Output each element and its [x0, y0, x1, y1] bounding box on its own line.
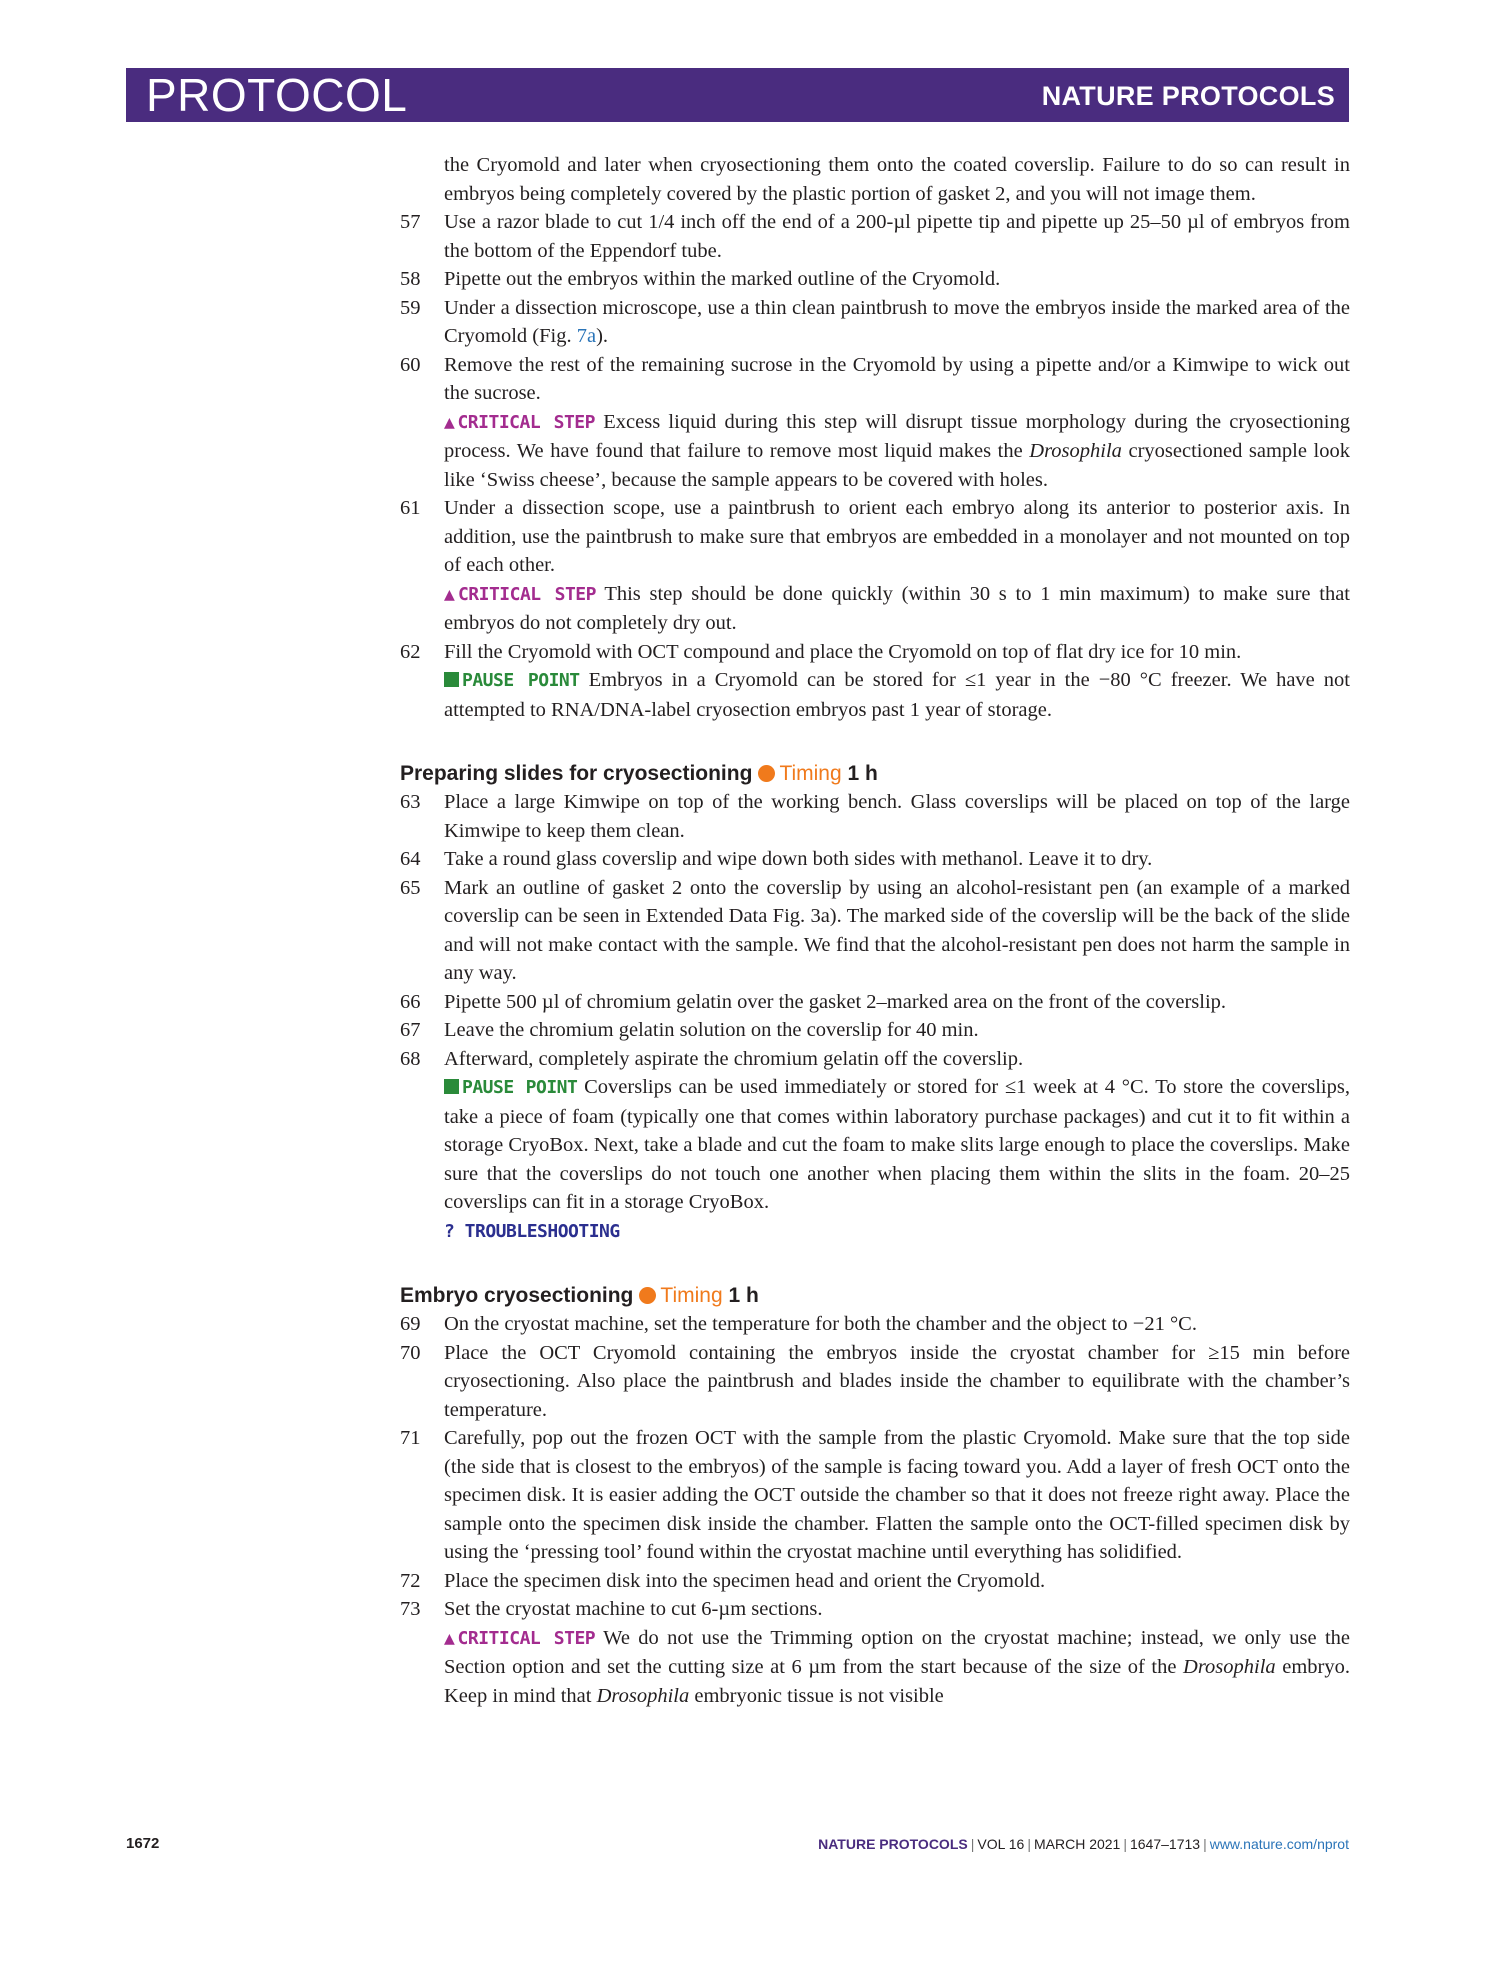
pause-square-icon: [444, 1079, 459, 1094]
step-59: [400, 294, 1350, 351]
step-number: 69: [400, 1313, 421, 1335]
troubleshooting-link[interactable]: ? TROUBLESHOOTING: [444, 1220, 620, 1242]
step-61: [400, 494, 1350, 580]
footer-volume: VOL 16: [977, 1836, 1025, 1852]
step-number: 67: [400, 1019, 421, 1041]
step-64: [400, 845, 1350, 874]
step-text: Place the specimen disk into the specimen head and orient the Cryomold.: [444, 1569, 1046, 1592]
section-heading: [400, 760, 1350, 788]
timing-duration: 1 h: [728, 1284, 759, 1307]
timing-label: Timing: [660, 1284, 723, 1307]
footer-pages: 1647–1713: [1129, 1836, 1201, 1852]
step-71: [400, 1424, 1350, 1567]
step-number: 64: [400, 848, 421, 870]
step-text: Leave the chromium gelatin solution on the coverslip for 40 min.: [444, 1019, 979, 1041]
header-banner: [126, 68, 1349, 122]
step-72: [400, 1567, 1350, 1596]
figure-link[interactable]: 7a: [576, 325, 597, 347]
timing-dot-icon: [639, 1287, 656, 1304]
step-65: [400, 874, 1350, 988]
step-number: 62: [400, 640, 421, 663]
step-63: [400, 788, 1350, 845]
journal-name-label: NATURE PROTOCOLS: [1041, 81, 1335, 111]
note-text: embryonic tissue is not visible: [689, 1684, 944, 1707]
step-text: On the cryostat machine, set the temperature for both the chamber and the object to −21 °C.: [444, 1313, 1197, 1335]
critical-step-label: ▲CRITICAL STEP: [444, 583, 596, 605]
species-name: Drosophila: [1029, 440, 1122, 462]
step-text: Use a razor blade to cut 1/4 inch off the end of a 200-µl pipette tip and pipette up 25–50 µl of embryos from the bottom of the Eppendorf tube.: [444, 211, 1350, 262]
step-text: Afterward, completely aspirate the chromium gelatin off the coverslip.: [444, 1047, 1024, 1070]
pause-point-note: [400, 1073, 1350, 1217]
step-text: Pipette 500 µl of chromium gelatin over the gasket 2–marked area on the front of the coverslip.: [444, 990, 1227, 1013]
step-66: [400, 988, 1350, 1017]
step-57: [400, 208, 1350, 265]
citation-line: NATURE PROTOCOLS | VOL 16 | MARCH 2021 | 1647–1713 | www.nature.com/nprot: [818, 1836, 1349, 1852]
section-title: Embryo cryosectioning: [400, 1284, 634, 1307]
step-number: 71: [400, 1427, 421, 1449]
step-68: [400, 1045, 1350, 1074]
step-number: 73: [400, 1598, 421, 1620]
step-number: 63: [400, 791, 421, 813]
timing-duration: 1 h: [847, 762, 878, 785]
step-number: 59: [400, 296, 421, 319]
timing-label: Timing: [779, 762, 842, 785]
step-number: 58: [400, 268, 421, 290]
critical-step-note: [400, 580, 1350, 638]
step-number: 57: [400, 211, 421, 233]
step-text: Pipette out the embryos within the marked outline of the Cryomold.: [444, 268, 1001, 290]
species-name: Drosophila: [1183, 1656, 1276, 1678]
pause-point-note: [400, 666, 1350, 724]
section-title: Preparing slides for cryosectioning: [400, 762, 753, 785]
step-67: [400, 1016, 1350, 1045]
footer-url-link[interactable]: www.nature.com/nprot: [1209, 1836, 1349, 1852]
note-text: We do not use the Trimming option on the cryostat machine; instead, we only use the Section option and set the cutting size at 6 µm from the start because of the size of the: [444, 1626, 1351, 1678]
step-text: Place a large Kimwipe on top of the working bench. Glass coverslips will be placed on top of the large Kimwipe to keep them clean.: [444, 791, 1350, 842]
note-text: Coverslips can be used immediately or stored for ≤1 week at 4 °C. To store the coverslips, take a piece of foam (typically one that comes within laboratory purchase packages) and cut it to fit within a storage CryoBox. Next, take a blade and cut the foam to make slits large enough to place the coverslips. Make sure that the coverslips do not touch one another when placing them within the slits in the foam. 20–25 coverslips can fit in a storage CryoBox.: [444, 1076, 1350, 1213]
critical-step-label: ▲CRITICAL STEP: [444, 1627, 596, 1649]
page-number: 1672: [126, 1835, 160, 1852]
step-number: 65: [400, 876, 421, 899]
step-text: Remove the rest of the remaining sucrose in the Cryomold by using a pipette and/or a Kimwipe to wick out the sucrose.: [444, 353, 1350, 404]
footer-date: MARCH 2021: [1033, 1836, 1121, 1852]
step-number: 68: [400, 1047, 421, 1070]
section-heading: [400, 1282, 1350, 1310]
step-73: [400, 1595, 1350, 1624]
step-text: Set the cryostat machine to cut 6-µm sections.: [444, 1598, 823, 1620]
step-text: Place the OCT Cryomold containing the embryos inside the cryostat chamber for ≥15 min before cryosectioning. Also place the paintbrush and blades inside the chamber to equilibrate with the chamber’s temperature.: [444, 1341, 1350, 1421]
pause-point-label: PAUSE POINT: [462, 670, 580, 691]
step-number: 61: [400, 497, 421, 519]
step-number: 60: [400, 353, 421, 376]
step-69: [400, 1310, 1350, 1339]
step-58: [400, 265, 1350, 294]
note-text: embryo. Keep in mind that: [444, 1656, 1350, 1707]
critical-step-label: ▲CRITICAL STEP: [444, 411, 595, 433]
article-type-label: PROTOCOL: [146, 69, 408, 121]
footer-journal: NATURE PROTOCOLS: [818, 1836, 968, 1852]
step-text: Mark an outline of gasket 2 onto the coverslip by using an alcohol-resistant pen (an example of a marked coverslip can be seen in Extended Data Fig. 3a). The marked side of the coverslip will be the back of the slide and will not make contact with the sample. We find that the alcohol-resistant pen does not harm the sample in any way.: [444, 876, 1350, 984]
page-footer: [126, 1832, 1349, 1856]
species-name: Drosophila: [596, 1684, 690, 1707]
critical-step-note: [400, 408, 1350, 495]
step-62: [400, 638, 1350, 667]
note-text: cryosectioned sample look like ‘Swiss cheese’, because the sample appears to be covered with holes.: [444, 440, 1350, 491]
step-number: 72: [400, 1569, 421, 1592]
troubleshooting-note: [400, 1217, 1350, 1247]
note-text: Excess liquid during this step will disrupt tissue morphology during the cryosectioning process. We have found that failure to remove most liquid makes the: [444, 410, 1350, 462]
step-text: Take a round glass coverslip and wipe down both sides with methanol. Leave it to dry.: [444, 848, 1153, 870]
note-text: This step should be done quickly (within 30 s to 1 min maximum) to make sure that embryos do not completely dry out.: [444, 582, 1350, 634]
step-text: Under a dissection scope, use a paintbrush to orient each embryo along its anterior to posterior axis. In addition, use the paintbrush to make sure that embryos are embedded in a monolayer and not mounted on top of each other.: [444, 497, 1350, 576]
pause-square-icon: [444, 672, 459, 687]
step-number: 66: [400, 990, 421, 1013]
timing-dot-icon: [758, 765, 775, 782]
pause-point-label: PAUSE POINT: [462, 1077, 578, 1098]
step-70: [400, 1339, 1350, 1425]
main-content: [400, 151, 1350, 1710]
step-number: 70: [400, 1341, 421, 1364]
step-text: Under a dissection microscope, use a thin clean paintbrush to move the embryos inside the marked area of the Cryomold (Fig.: [444, 296, 1350, 347]
step-text: Fill the Cryomold with OCT compound and place the Cryomold on top of flat dry ice for 10 min.: [444, 640, 1242, 663]
critical-step-note: [400, 1624, 1350, 1711]
step-text: Carefully, pop out the frozen OCT with the sample from the plastic Cryomold. Make sure that the top side (the side that is closest to the embryos) of the sample is facing toward you. Add a layer of fresh OCT onto the specimen disk. It is easier adding the OCT outside the chamber so that it does not freeze right away. Place the sample onto the specimen disk inside the chamber. Flatten the sample onto the OCT-filled specimen disk by using the ‘pressing tool’ found within the cryostat machine until everything has solidified.: [444, 1427, 1350, 1563]
continued-paragraph: the Cryomold and later when cryosectioning them onto the coated coverslip. Failure to do so can result in embryos being completely covered by the plastic portion of gasket 2, and you will not image them.: [444, 154, 1350, 205]
step-60: [400, 351, 1350, 408]
note-text: Embryos in a Cryomold can be stored for ≤1 year in the −80 °C freezer. We have not attempted to RNA/DNA-label cryosection embryos past 1 year of storage.: [444, 669, 1350, 721]
step-text: ).: [596, 325, 609, 347]
